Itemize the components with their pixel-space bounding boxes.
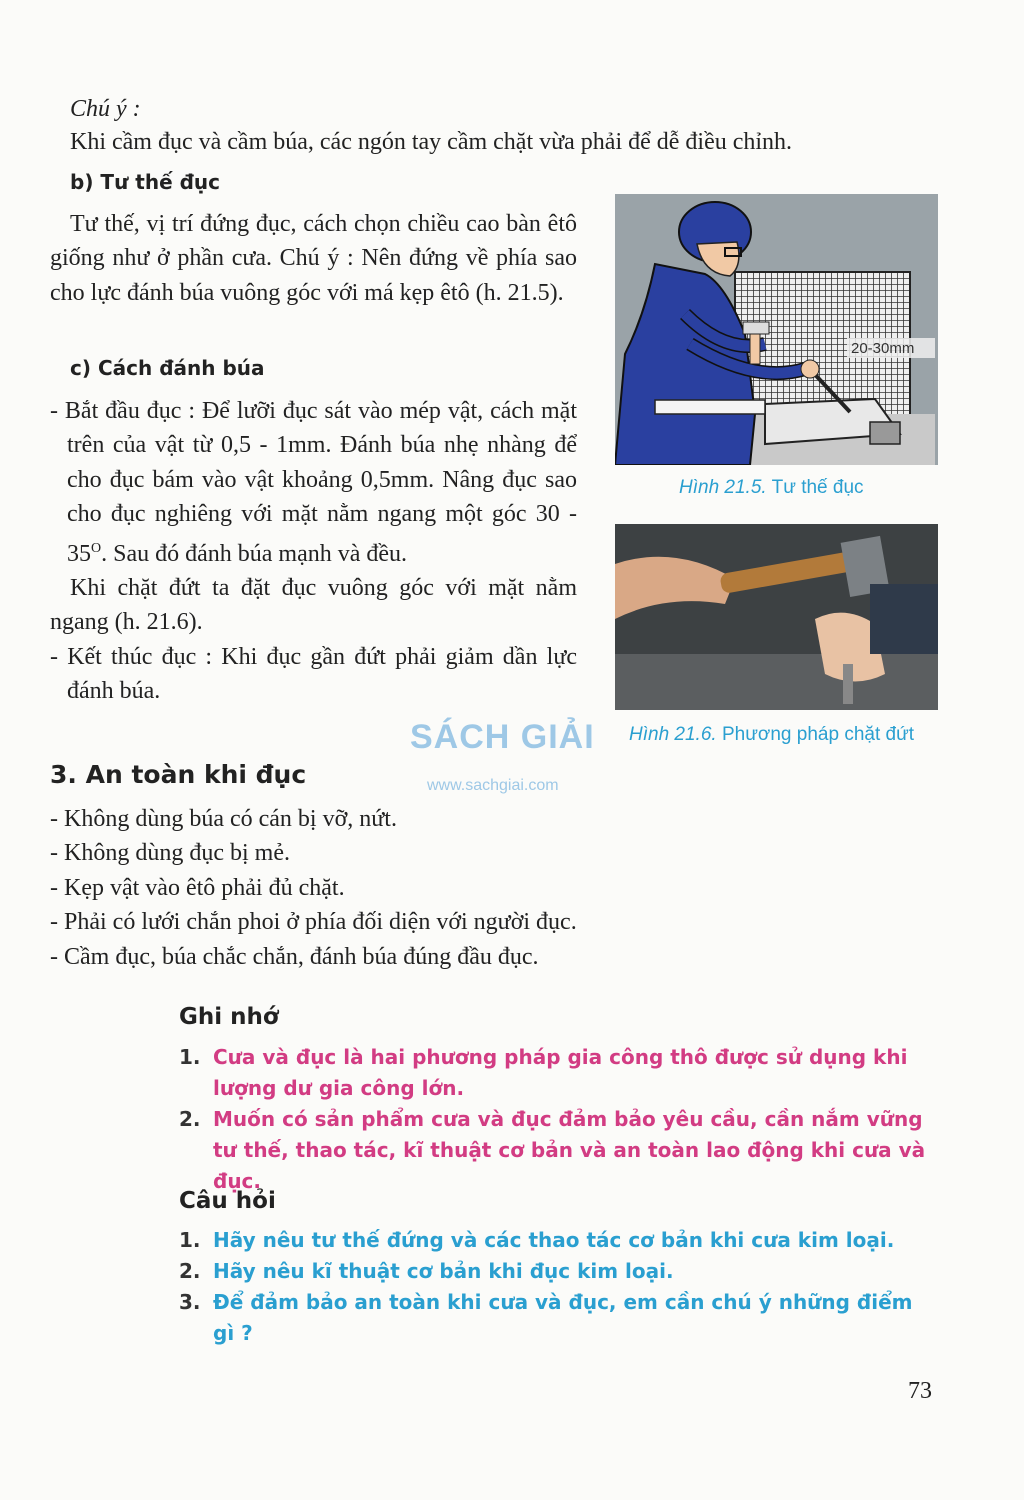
page-number: 73 — [908, 1378, 932, 1404]
section-b-heading: b) Tư thế đục — [70, 170, 220, 194]
figure-21-6-caption: Hình 21.6. Phương pháp chặt đứt — [629, 724, 915, 745]
figure-chiseling-posture — [615, 194, 938, 465]
note-text: Khi cầm đục và cầm búa, các ngón tay cầm chặt vừa phải để dễ điều chỉnh. — [70, 129, 793, 155]
safety-item: - Không dùng đục bị mẻ. — [50, 840, 290, 867]
section-3-heading: 3. An toàn khi đục — [50, 760, 307, 789]
section-b-paragraph — [50, 207, 577, 310]
memo-item: 1. Cưa và đục là hai phương pháp gia công thô được sử dụng khi lượng dư gia công lớn. — [179, 1045, 908, 1100]
section-c-heading: c) Cách đánh búa — [70, 356, 265, 380]
section-c-body — [50, 394, 577, 709]
section-b-text: Tư thế, vị trí đứng đục, cách chọn chiều cao bàn êtô giống như ở phần cưa. Chú ý : Nên đứng về phía sao cho lực đánh búa vuông góc với má kẹp êtô (h. 21.5). — [50, 211, 577, 306]
memo-heading: Ghi nhớ — [179, 1004, 279, 1030]
watermark-brand: SÁCH GIẢI — [410, 718, 595, 756]
safety-item: - Không dùng búa có cán bị vỡ, nứt. — [50, 806, 397, 832]
question-item: 1. Hãy nêu tư thế đứng và các thao tác cơ bản khi cưa kim loại. — [179, 1228, 895, 1252]
questions-heading: Câu hỏi — [179, 1188, 276, 1214]
safety-item: - Cầm đục, búa chắc chắn, đánh búa đúng đầu đục. — [50, 943, 539, 970]
watermark-url: www.sachgiai.com — [427, 777, 559, 794]
finish-chisel-item: - Kết thúc đục : Khi đục gần đứt phải giảm dần lực đánh búa. — [50, 643, 577, 705]
question-item: 3. Để đảm bảo an toàn khi cưa và đục, em cần chú ý những điểm gì ? — [179, 1290, 913, 1345]
degree-symbol: O — [91, 540, 102, 556]
safety-item: - Kẹp vật vào êtô phải đủ chặt. — [50, 874, 345, 901]
start-chisel-item: - Bắt đầu đục : Để lưỡi đục sát vào mép vật, cách mặt trên của vật từ 0,5 - 1mm. Đánh búa nhẹ nhàng để cho đục bám vào vật khoảng 0,5mm. Nâng đục sao cho đục nghiêng với mặt nằm ngang một góc $30 - 35^O$. Sau đó đánh búa mạnh và đều. — [50, 398, 577, 567]
memo-list — [179, 1042, 939, 1197]
note-label: Chú ý : — [70, 96, 141, 122]
memo-item: 2. Muốn có sản phẩm cưa và đục đảm bảo yêu cầu, cần nắm vững tư thế, thao tác, kĩ thuật cơ bản và an toàn lao động khi cưa và đục. — [179, 1107, 926, 1193]
figure-dimension-label: 20-30mm — [851, 340, 915, 357]
safety-list — [50, 802, 750, 974]
question-item: 2. Hãy nêu kĩ thuật cơ bản khi đục kim loại. — [179, 1259, 674, 1283]
figure-cutting-method — [615, 524, 938, 710]
questions-list — [179, 1225, 939, 1349]
cut-through-paragraph: Khi chặt đứt ta đặt đục vuông góc với mặt nằm ngang (h. 21.6). — [50, 575, 577, 636]
safety-item: - Phải có lưới chắn phoi ở phía đối diện với người đục. — [50, 909, 577, 936]
figure-21-5-caption: Hình 21.5. Tư thế đục — [679, 477, 864, 498]
